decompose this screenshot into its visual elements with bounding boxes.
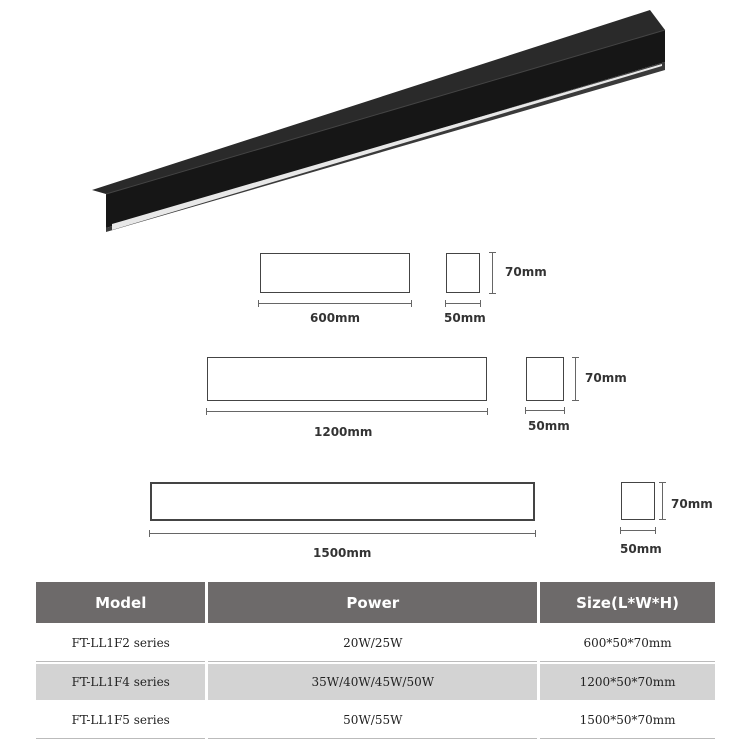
diagram-1-length-dimension (258, 303, 412, 304)
table-row (36, 625, 715, 662)
header-model: Model (36, 582, 205, 623)
cell-size: 1200*50*70mm (540, 664, 715, 700)
cell-power: 20W/25W (208, 625, 537, 662)
cell-model: FT-LL1F4 series (36, 664, 205, 700)
diagram-1-end-view (446, 253, 480, 293)
diagram-2-length-dimension (206, 411, 488, 412)
diagram-3-width-label: 50mm (620, 542, 662, 556)
diagram-1-width-label: 50mm (444, 311, 486, 325)
diagram-1-front-view (260, 253, 410, 293)
spec-table (33, 580, 718, 741)
diagram-3-length-label: 1500mm (313, 546, 372, 560)
header-power: Power (208, 582, 537, 623)
diagram-2-height-dimension (575, 357, 576, 401)
diagram-2-end-view (526, 357, 564, 401)
header-size: Size(L*W*H) (540, 582, 715, 623)
table-row (36, 664, 715, 700)
diagram-2-front-view (207, 357, 487, 401)
diagram-1-height-dimension (492, 252, 493, 294)
diagram-3-height-dimension (662, 482, 663, 520)
diagram-2-height-label: 70mm (585, 371, 627, 385)
cell-power: 50W/55W (208, 702, 537, 739)
table-row (36, 702, 715, 739)
diagram-2-width-label: 50mm (528, 419, 570, 433)
diagram-3-end-view (621, 482, 655, 520)
diagram-2-length-label: 1200mm (314, 425, 373, 439)
diagram-2-width-dimension (525, 410, 565, 411)
cell-power: 35W/40W/45W/50W (208, 664, 537, 700)
diagram-1-length-label: 600mm (310, 311, 361, 325)
diagram-3-width-dimension (620, 530, 656, 531)
diagram-3-length-dimension (149, 533, 536, 534)
linear-light-fixture-image (0, 0, 750, 240)
diagram-1-width-dimension (445, 303, 481, 304)
cell-size: 600*50*70mm (540, 625, 715, 662)
cell-model: FT-LL1F5 series (36, 702, 205, 739)
diagram-3-front-view (150, 482, 535, 521)
table-header-row (36, 582, 715, 623)
diagram-1-height-label: 70mm (505, 265, 547, 279)
diagram-3-height-label: 70mm (671, 497, 713, 511)
cell-model: FT-LL1F2 series (36, 625, 205, 662)
cell-size: 1500*50*70mm (540, 702, 715, 739)
